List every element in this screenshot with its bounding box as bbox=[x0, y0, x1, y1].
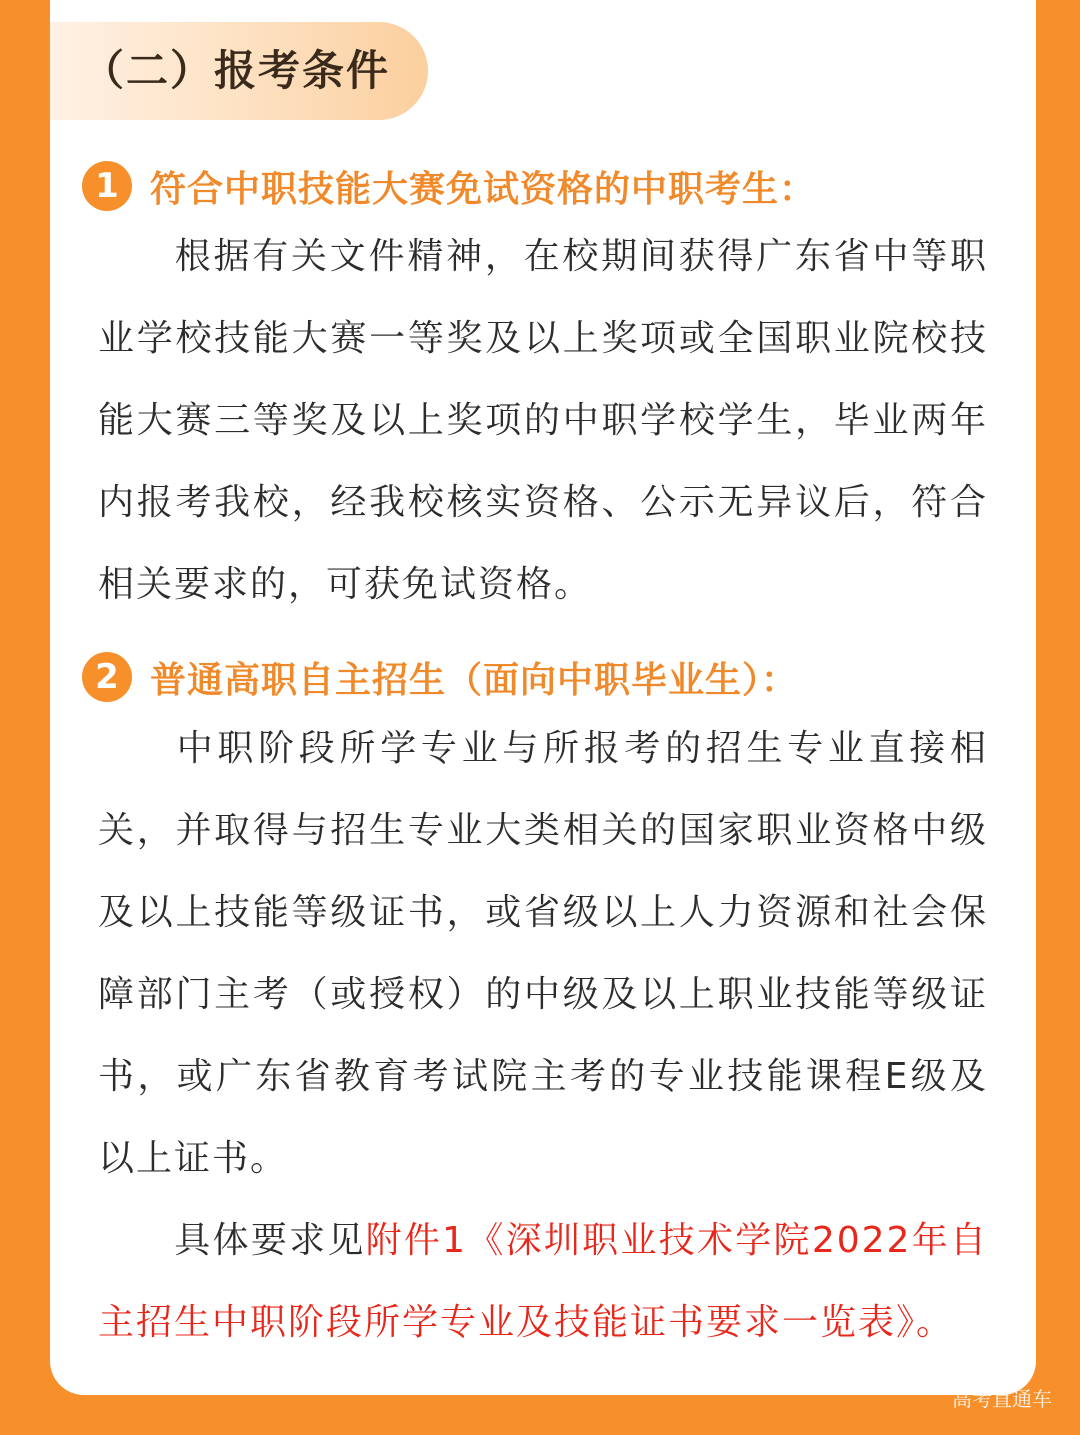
item-2-body: 中职阶段所学专业与所报考的招生专业直接相关，并取得与招生专业大类相关的国家职业资格中级及以上技能等级证书，或省级以上人力资源和社会保障部门主考（或授权）的中级及以上职业技能等级证书，或广东省教育考试院主考的专业技能课程E级及以上证书。 bbox=[98, 728, 988, 1179]
number-badge-2: 2 bbox=[82, 652, 132, 702]
attachment-link[interactable]: 附件1《深圳职业技术学院2022年自主招生中职阶段所学专业及技能证书要求一览表》。 bbox=[98, 1220, 988, 1343]
item-1-heading bbox=[82, 159, 816, 213]
item-2-title: 普通高职自主招生（面向中职毕业生）： bbox=[150, 659, 799, 701]
section-title-banner bbox=[50, 22, 428, 120]
section-title: （二）报考条件 bbox=[82, 46, 391, 95]
note-prefix: 具体要求见 bbox=[174, 1220, 366, 1261]
watermark: 高考直通车 bbox=[952, 1387, 1052, 1411]
attachment-note bbox=[98, 1200, 988, 1364]
item-1-title: 符合中职技能大赛免试资格的中职考生： bbox=[150, 168, 817, 210]
item-2-heading bbox=[82, 650, 798, 704]
number-badge-1: 1 bbox=[82, 161, 132, 211]
item-1-body: 根据有关文件精神，在校期间获得广东省中等职业学校技能大赛一等奖及以上奖项或全国职业院校技能大赛三等奖及以上奖项的中职学校学生，毕业两年内报考我校，经我校核实资格、公示无异议后，符合相关要求的，可获免试资格。 bbox=[98, 236, 988, 605]
